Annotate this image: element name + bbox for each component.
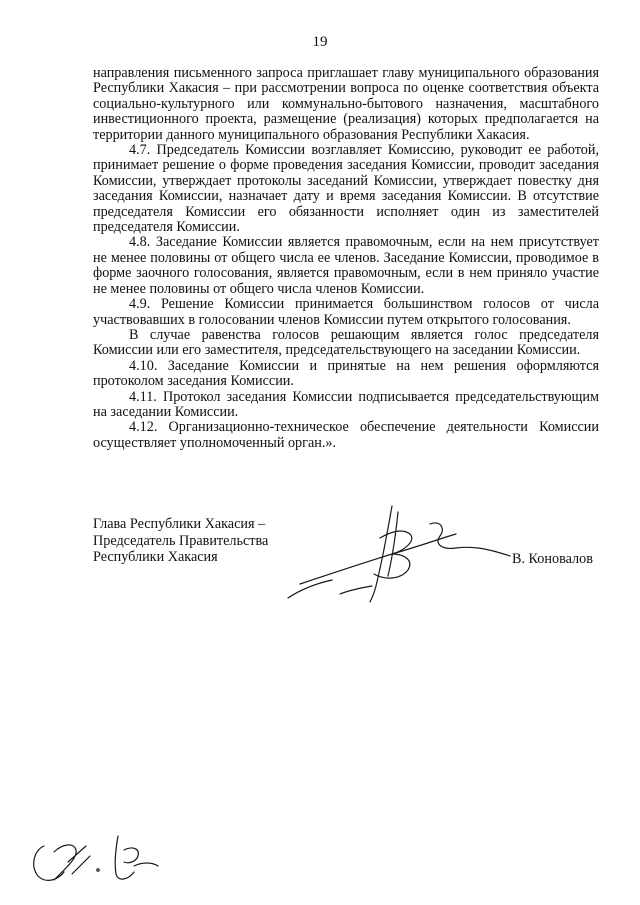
signatory-name: В. Коновалов: [512, 551, 593, 567]
signatory-title-line: Председатель Правительства: [93, 532, 269, 549]
paragraph-4-9-tie: В случае равенства голосов решающим является голос председателя Комиссии или его заместителя, председательствующего на заседании Комиссии.: [93, 326, 599, 359]
handwritten-signature: [280, 498, 520, 608]
paragraph-intro: направления письменного запроса приглашает главу муниципального образования Республики Хакасия – при рассмотрении вопроса по оценке соответствия объекта социально-культурного или коммунально-бытового назначения, масштабного инвестиционного проекта, размещение (реализация) которых предполагается на территории данного муниципального образования Республики Хакасия.: [93, 65, 599, 143]
paragraph-4-7: 4.7. Председатель Комиссии возглавляет Комиссию, руководит ее работой, принимает решение о форме проведения заседания Комиссии, проводит заседания Комиссии, утверждает протоколы заседаний Комиссии, утверждает повестку дня заседания Комиссии, назначает дату и время заседания Комиссии. В отсутствие председателя Комиссии его обязанности исполняет один из заместителей председателя Комиссии.: [93, 142, 599, 236]
handwritten-initials: [24, 826, 164, 890]
paragraph-4-10: 4.10. Заседание Комиссии и принятые на нем решения оформляются протоколом заседания Комиссии.: [93, 357, 599, 390]
document-body: [93, 66, 599, 451]
signatory-title-line: Республики Хакасия: [93, 549, 218, 565]
paragraph-4-12: 4.12. Организационно-техническое обеспечение деятельности Комиссии осуществляет уполномоченный орган.».: [93, 419, 599, 451]
paragraph-4-11: 4.11. Протокол заседания Комиссии подписывается председательствующим на заседании Комиссии.: [93, 388, 599, 420]
paragraph-4-9: 4.9. Решение Комиссии принимается большинством голосов от числа участвовавших в голосовании членов Комиссии путем открытого голосования.: [93, 296, 599, 328]
paragraph-4-8: 4.8. Заседание Комиссии является правомочным, если на нем присутствует не менее половины от общего числа ее членов. Заседание Комиссии, проводимое в форме заочного голосования, является правомочным, если в нем приняло участие не менее половины от общего числа членов Комиссии.: [93, 234, 599, 297]
signatory-title: [93, 516, 268, 566]
page-number: 19: [312, 34, 328, 50]
signatory-title-line: Глава Республики Хакасия –: [93, 516, 266, 532]
